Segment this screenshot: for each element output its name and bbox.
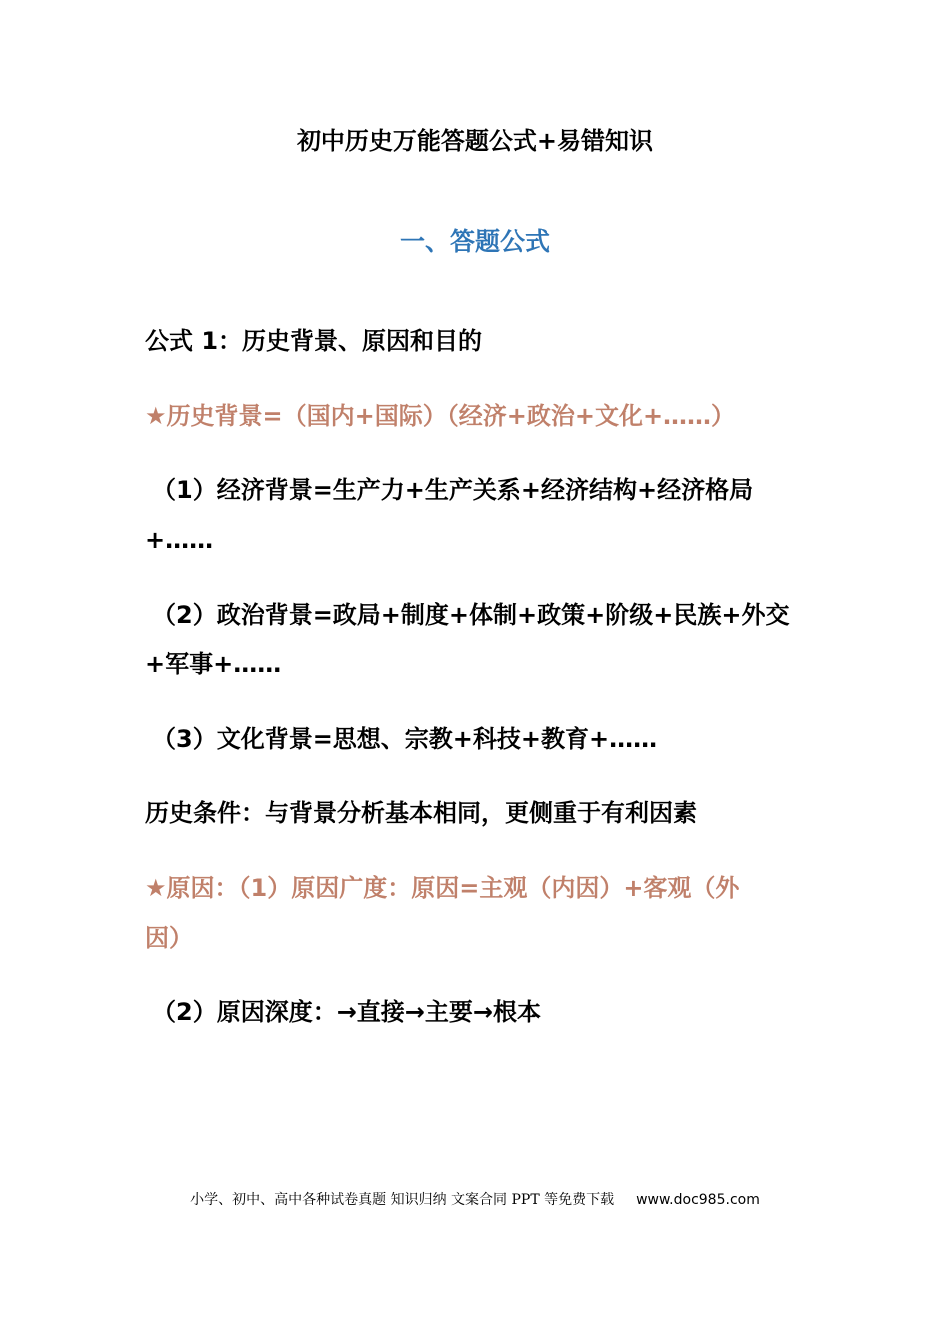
document-title: 初中历史万能答题公式+易错知识 bbox=[296, 127, 654, 155]
cultural-background-line: （3）文化背景=思想、宗教+科技+教育+…… bbox=[152, 725, 658, 753]
economic-background-continuation: +…… bbox=[145, 526, 214, 554]
political-background-line: （2）政治背景=政局+制度+体制+政策+阶级+民族+外交 bbox=[152, 601, 790, 629]
background-formula: ★历史背景=（国内+国际）（经济+政治+文化+……） bbox=[145, 402, 736, 430]
footer-text: 小学、初中、高中各种试卷真题 知识归纳 文案合同 PPT 等免费下载 bbox=[190, 1192, 615, 1208]
cause-breadth-continuation: 因） bbox=[145, 924, 193, 952]
economic-background-line: （1）经济背景=生产力+生产关系+经济结构+经济格局 bbox=[152, 476, 754, 504]
cause-depth-line: （2）原因深度：→直接→主要→根本 bbox=[152, 998, 542, 1026]
historical-conditions-line: 历史条件：与背景分析基本相同，更侧重于有利因素 bbox=[145, 799, 697, 827]
cause-breadth-line: ★原因：（1）原因广度：原因=主观（内因）+客观（外 bbox=[145, 874, 740, 902]
formula-heading: 公式 1：历史背景、原因和目的 bbox=[145, 327, 483, 355]
page-footer bbox=[0, 1190, 950, 1210]
footer-site: www.doc985.com bbox=[636, 1192, 760, 1208]
political-background-continuation: +军事+…… bbox=[145, 650, 282, 678]
section-heading: 一、答题公式 bbox=[399, 227, 550, 256]
